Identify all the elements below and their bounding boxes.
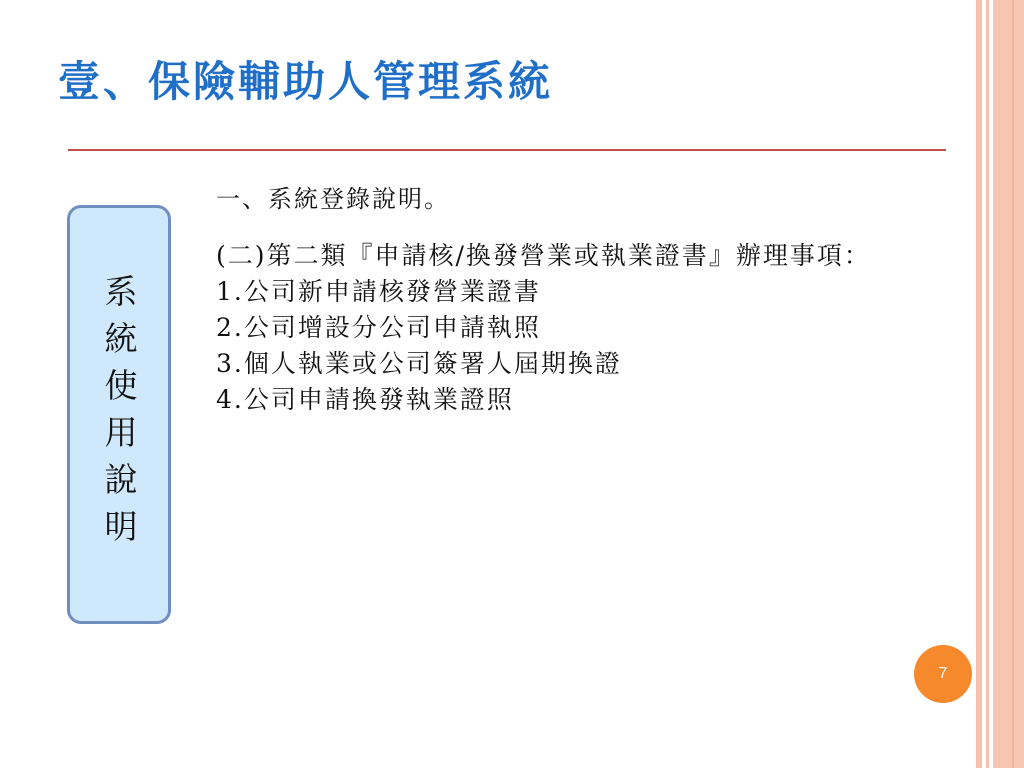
list-item: 3.個人執業或公司簽署人屆期換證 [216,349,622,378]
sidebar-label-box [67,205,171,624]
decorative-stripe [993,0,1024,768]
slide-content [216,182,956,418]
decorative-stripe [986,0,989,768]
page-number-badge [914,645,972,703]
list-item: 1.公司新申請核發營業證書 [216,277,541,306]
title-divider [68,149,946,151]
subsection-heading: (二)第二類『申請核/換發營業或執業證書』辦理事項： [216,241,871,270]
item-list [216,274,956,418]
decorative-stripe [1012,0,1014,768]
decorative-stripe [976,0,982,768]
page-number: 7 [938,665,948,682]
list-item: 4.公司申請換發執業證照 [216,385,514,414]
slide-title: 壹、保險輔助人管理系統 [58,57,554,106]
sidebar-label: 系統使用說明 [99,273,139,556]
list-item: 2.公司增設分公司申請執照 [216,313,541,342]
section-heading: 一、系統登錄說明。 [216,185,450,213]
